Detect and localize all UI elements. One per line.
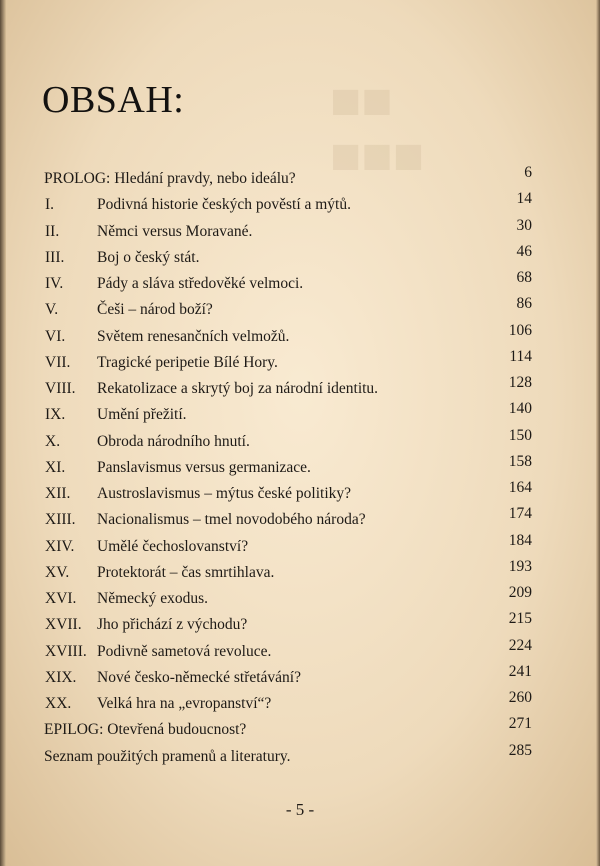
toc-entry — [0, 164, 600, 194]
chapter-title: Tragické peripetie Bílé Hory. — [97, 353, 278, 371]
page-number: 271 — [508, 715, 532, 733]
chapter-title: Umělé čechoslovanství? — [97, 537, 249, 555]
chapter-numeral: V. — [45, 301, 59, 319]
section-title: Seznam použitých pramenů a literatury. — [44, 747, 291, 765]
page-number: 46 — [516, 242, 532, 260]
toc-entry — [0, 269, 600, 299]
toc-entry — [0, 741, 600, 772]
page-number: 150 — [508, 426, 532, 444]
page-number: 140 — [508, 400, 532, 418]
page-title: OBSAH: — [42, 79, 185, 121]
chapter-numeral: XVI. — [45, 590, 77, 607]
page-number: 30 — [516, 216, 532, 234]
chapter-numeral: XVII. — [45, 616, 82, 634]
chapter-numeral: XIII. — [45, 511, 76, 529]
page-number: 174 — [508, 505, 532, 523]
page-number: 209 — [508, 584, 532, 601]
page-number: 14 — [516, 190, 532, 208]
page-number: 106 — [508, 321, 532, 339]
page-number-footer: - 5 - — [285, 800, 315, 819]
chapter-numeral: III. — [45, 248, 65, 266]
chapter-title: Němci versus Moravané. — [97, 222, 253, 240]
chapter-title: Německý exodus. — [97, 590, 209, 607]
chapter-numeral: XVIII. — [45, 642, 87, 660]
chapter-title: Umění přežití. — [97, 406, 187, 424]
chapter-title: Velká hra na „evropanství“? — [97, 695, 272, 712]
chapter-numeral: IV. — [45, 275, 64, 292]
page-number: 164 — [508, 479, 532, 496]
chapter-title: Jho přichází z východu? — [97, 616, 248, 634]
chapter-numeral: X. — [45, 432, 61, 450]
page-number: 260 — [508, 689, 532, 706]
chapter-numeral: IX. — [45, 406, 66, 424]
page-number: 86 — [516, 295, 532, 313]
toc-entry — [0, 190, 600, 220]
chapter-numeral: I. — [45, 196, 55, 214]
page-number: 128 — [508, 374, 532, 391]
chapter-numeral: XIX. — [45, 668, 77, 686]
chapter-title: Nové česko-německé střetávání? — [97, 668, 301, 686]
chapter-title: Podivně sametová revoluce. — [97, 642, 272, 660]
chapter-title: Panslavismus versus germanizace. — [97, 458, 311, 476]
chapter-title: Boj o český stát. — [97, 248, 200, 266]
table-of-contents — [0, 164, 600, 772]
chapter-numeral: VIII. — [45, 380, 76, 397]
chapter-numeral: XII. — [45, 485, 71, 502]
section-title: PROLOG: Hledání pravdy, nebo ideálu? — [44, 170, 296, 187]
page-number: 158 — [508, 452, 532, 470]
page-number: 241 — [508, 662, 532, 680]
chapter-numeral: VI. — [45, 327, 66, 345]
page-number: 215 — [508, 610, 532, 628]
page-number: 6 — [524, 164, 532, 181]
chapter-numeral: XX. — [45, 695, 72, 712]
page-number: 285 — [508, 741, 532, 759]
chapter-numeral: VII. — [45, 353, 71, 371]
chapter-title: Češi – národ boží? — [97, 301, 213, 319]
page-number: 68 — [516, 269, 532, 286]
page-number: 224 — [508, 636, 532, 654]
chapter-numeral: XIV. — [45, 537, 75, 555]
page-number: 184 — [508, 531, 532, 549]
chapter-title: Obroda národního hnutí. — [97, 432, 250, 450]
section-title: EPILOG: Otevřená budoucnost? — [44, 721, 247, 739]
page-number: 193 — [508, 557, 532, 575]
toc-entry — [0, 242, 600, 273]
chapter-title: Protektorát – čas smrtihlava. — [97, 563, 275, 581]
toc-entry — [0, 216, 600, 247]
chapter-title: Podivná historie českých pověstí a mýtů. — [97, 196, 351, 214]
bleed-through-shadow: ■■ ■■■ — [330, 73, 425, 185]
chapter-title: Světem renesančních velmožů. — [97, 327, 290, 345]
chapter-numeral: II. — [45, 222, 60, 240]
chapter-numeral: XI. — [45, 458, 66, 476]
chapter-title: Austroslavismus – mýtus české politiky? — [97, 485, 352, 502]
page-number: 114 — [509, 347, 532, 365]
chapter-title: Nacionalismus – tmel novodobého národa? — [97, 511, 366, 529]
chapter-numeral: XV. — [45, 563, 70, 581]
chapter-title: Pády a sláva středověké velmoci. — [97, 275, 304, 292]
chapter-title: Rekatolizace a skrytý boj za národní identitu. — [97, 380, 379, 397]
